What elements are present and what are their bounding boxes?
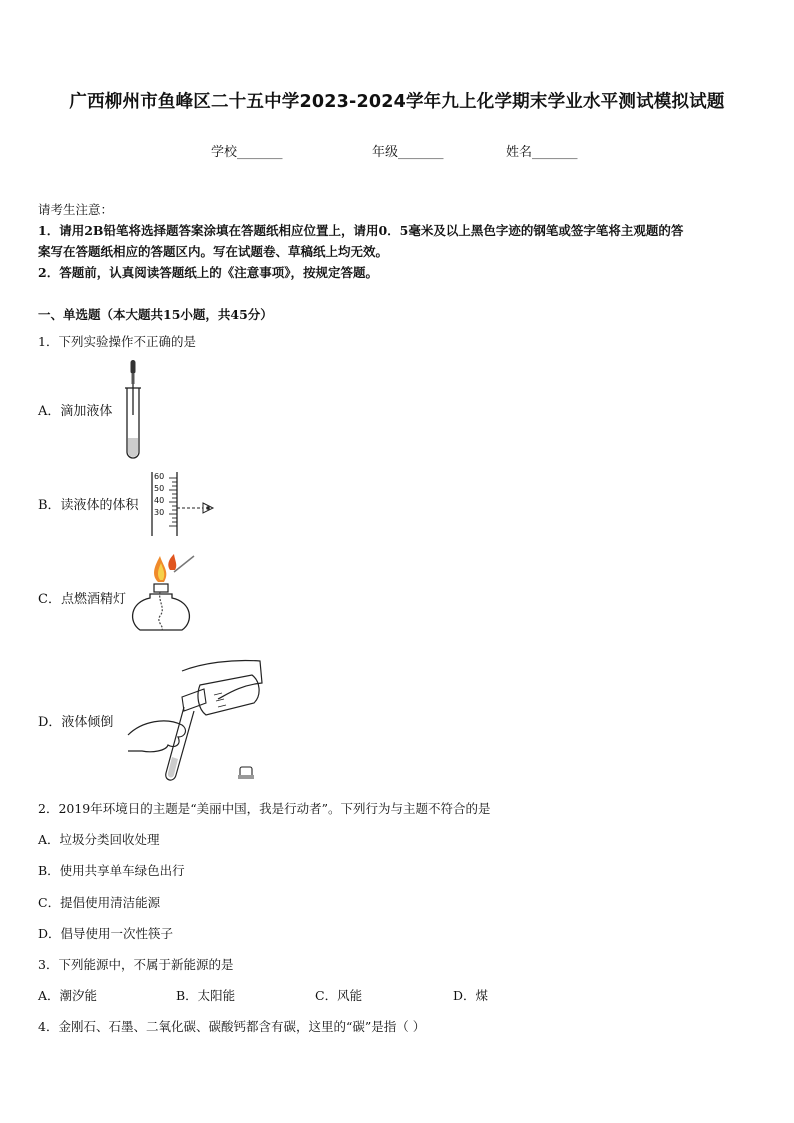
q1-option-b: B．读液体的体积: [38, 498, 139, 513]
cylinder-tick-30: 30: [154, 508, 165, 517]
notice-line-3: 2．答题前，认真阅读答题纸上的《注意事项》，按规定答题。: [38, 265, 378, 280]
q1-option-d: D．液体倾倒: [38, 715, 114, 730]
cylinder-tick-60: 60: [154, 472, 165, 481]
page-title: 广西柳州市鱼峰区二十五中学2023-2024学年九上化学期末学业水平测试模拟试题: [69, 92, 725, 112]
q2-option-c: C．提倡使用清洁能源: [38, 895, 161, 910]
notice-line-1: 1．请用2B铅笔将选择题答案涂填在答题纸相应位置上，请用0．5毫米及以上黑色字迹的钢笔或签字笔将主观题的答: [38, 223, 684, 238]
liquid-pouring-figure: [122, 655, 272, 785]
q3-option-c: C．风能: [315, 988, 363, 1003]
question-3-stem: 3．下列能源中，不属于新能源的是: [38, 957, 234, 972]
notice-heading: 请考生注意：: [38, 202, 114, 217]
dropper-tube-figure: [120, 360, 150, 460]
q2-option-a: A．垃圾分类回收处理: [38, 832, 160, 847]
q3-option-d: D．煤: [453, 988, 489, 1003]
question-2-stem: 2．2019年环境日的主题是“美丽中国，我是行动者”。下列行为与主题不符合的是: [38, 801, 491, 816]
q2-option-b: B．使用共享单车绿色出行: [38, 863, 185, 878]
q2-option-d: D．倡导使用一次性筷子: [38, 926, 174, 941]
school-field: 学校_______: [211, 145, 283, 160]
notice-line-2: 案写在答题纸相应的答题区内。写在试题卷、草稿纸上均无效。: [38, 244, 389, 259]
q1-option-a: A．滴加液体: [38, 404, 113, 419]
cylinder-tick-40: 40: [154, 496, 165, 505]
grade-field: 年级_______: [372, 145, 444, 160]
question-1-stem: 1．下列实验操作不正确的是: [38, 334, 196, 349]
q1-option-c: C．点燃酒精灯: [38, 592, 126, 607]
cylinder-tick-50: 50: [154, 484, 165, 493]
question-4-stem: 4．金刚石、石墨、二氧化碳、碳酸钙都含有碳，这里的“碳”是指（ ）: [38, 1019, 426, 1034]
alcohol-lamp-figure: [130, 552, 200, 638]
name-field: 姓名_______: [506, 145, 578, 160]
q3-option-b: B．太阳能: [176, 988, 236, 1003]
q3-option-a: A．潮汐能: [38, 988, 98, 1003]
section-heading: 一、单选题（本大题共15小题，共45分）: [38, 307, 273, 322]
